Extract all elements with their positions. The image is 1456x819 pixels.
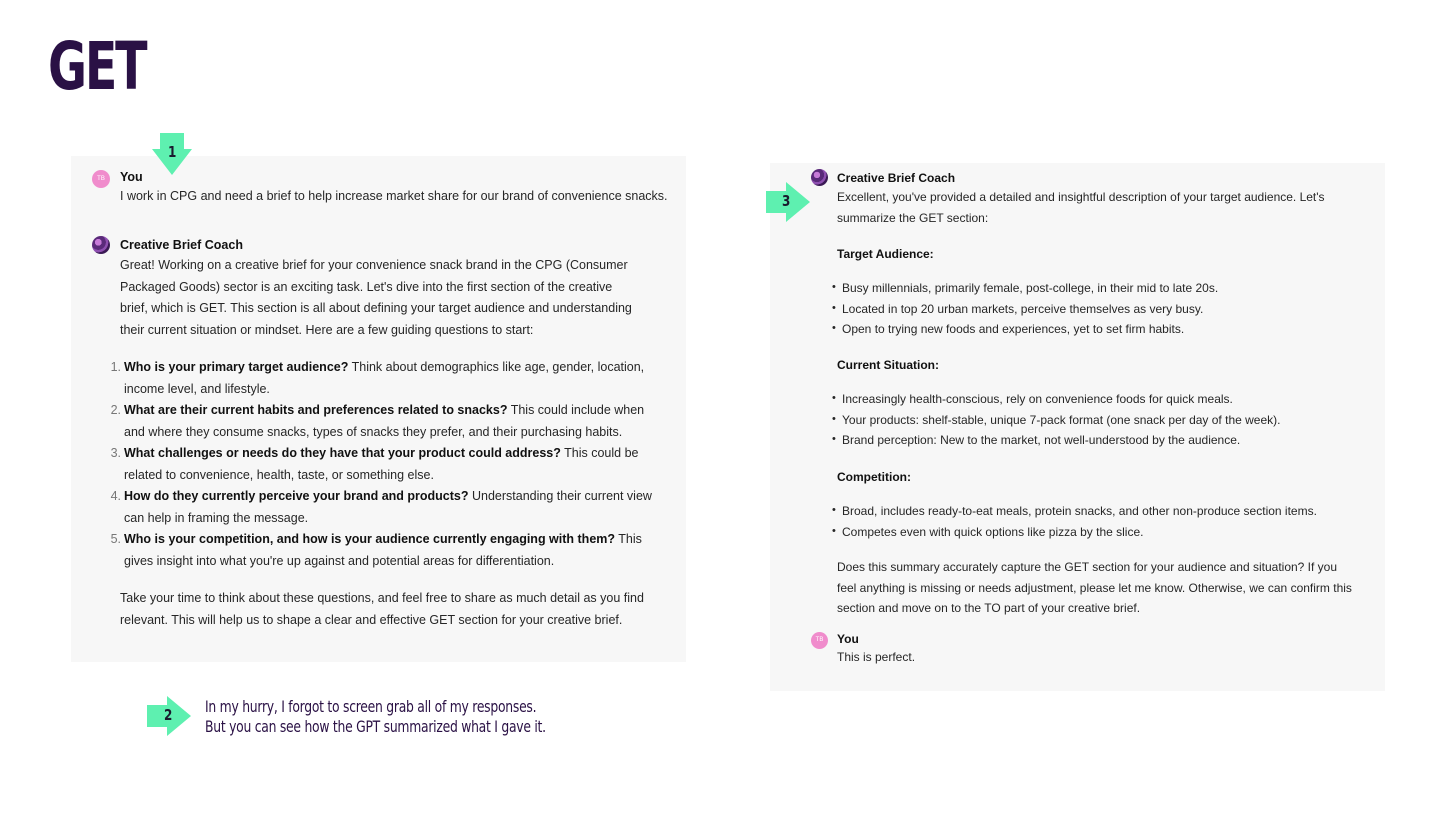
user-message: This is perfect. (837, 650, 916, 664)
coach-avatar (811, 169, 828, 186)
coach-summary-intro: Excellent, you've provided a detailed and insightful description of your target audience. Let's summarize the GET section: (837, 190, 1325, 225)
coach-outro: Take your time to think about these questions, and feel free to share as much detail as you find relevant. This will help us to shape a clear and effective GET section for your creative brief. (120, 591, 644, 627)
user-avatar: TB (811, 632, 828, 649)
competition-label: Competition: (837, 470, 911, 484)
coach-name: Creative Brief Coach (120, 238, 243, 252)
slide-title: GET (48, 28, 146, 105)
user-name: You (120, 170, 143, 184)
question-number: 5. (110, 532, 121, 546)
step-number: 2 (164, 706, 173, 724)
step-badge-2 (147, 696, 191, 736)
competition-list (842, 501, 1362, 542)
current-situation-list (842, 389, 1362, 451)
coach-name: Creative Brief Coach (837, 171, 956, 185)
question-item (110, 443, 654, 486)
target-audience-list (842, 278, 1362, 340)
user-name: You (837, 632, 859, 646)
step-number: 1 (168, 143, 177, 161)
question-detail: This gives insight into what you're up against and potential areas for differentiation. (124, 532, 642, 568)
question-detail: This could include when and where they consume snacks, types of snacks they prefer, and their purchasing habits. (124, 403, 645, 439)
coach-intro: Great! Working on a creative brief for your convenience snack brand in the CPG (Consumer Packaged Goods) sector is an exciting task. Let's dive into the first section of the creative brief, which is GET. This section is all about defining your target audience and understanding their current situation or mindset. Here are a few guiding questions to start: (120, 258, 632, 337)
question-heading: What challenges or needs do they have that your product could address? (124, 446, 561, 460)
competition-item: • Competes even with quick options like pizza by the slice. (842, 522, 1362, 543)
current-situation-label: Current Situation: (837, 358, 939, 372)
question-number: 2. (110, 403, 121, 417)
question-detail: This could be related to convenience, health, taste, or something else. (124, 446, 639, 482)
question-number: 3. (110, 446, 121, 460)
note-text (205, 697, 546, 737)
step-badge-1 (152, 133, 192, 175)
note-line-2: But you can see how the GPT summarized what I gave it. (205, 717, 546, 736)
coach-avatar (92, 236, 110, 254)
question-number: 1. (110, 360, 121, 374)
target-audience-item: • Located in top 20 urban markets, perceive themselves as very busy. (842, 299, 1362, 320)
target-audience-item: • Busy millennials, primarily female, post-college, in their mid to late 20s. (842, 278, 1362, 299)
current-situation-item: • Increasingly health-conscious, rely on convenience foods for quick meals. (842, 389, 1362, 410)
step-number: 3 (782, 192, 791, 210)
question-item (110, 357, 654, 400)
question-heading: What are their current habits and preferences related to snacks? (124, 403, 508, 417)
target-audience-item: • Open to trying new foods and experiences, yet to set firm habits. (842, 319, 1362, 340)
question-number: 4. (110, 489, 121, 503)
note-line-1: In my hurry, I forgot to screen grab all of my responses. (205, 697, 537, 716)
question-item (110, 486, 654, 529)
guiding-questions-list (110, 357, 654, 572)
current-situation-item: • Brand perception: New to the market, not well-understood by the audience. (842, 430, 1362, 451)
question-item (110, 400, 654, 443)
question-heading: Who is your competition, and how is your audience currently engaging with them? (124, 532, 616, 546)
user-avatar: TB (92, 170, 110, 188)
chat-panel-left (71, 156, 686, 662)
question-heading: Who is your primary target audience? (124, 360, 349, 374)
step-badge-3 (766, 182, 810, 222)
question-heading: How do they currently perceive your brand and products? (124, 489, 469, 503)
competition-item: • Broad, includes ready-to-eat meals, protein snacks, and other non-produce section items. (842, 501, 1362, 522)
question-detail: Think about demographics like age, gender, location, income level, and lifestyle. (124, 360, 645, 396)
question-item (110, 529, 654, 572)
user-message: I work in CPG and need a brief to help increase market share for our brand of convenience snacks. (120, 189, 668, 203)
target-audience-label: Target Audience: (837, 247, 934, 261)
current-situation-item: • Your products: shelf-stable, unique 7-pack format (one snack per day of the week). (842, 410, 1362, 431)
coach-summary-outro: Does this summary accurately capture the GET section for your audience and situation? If you feel anything is missing or needs adjustment, please let me know. Otherwise, we can confirm this section and move on to the TO part of your creative brief. (837, 560, 1352, 615)
question-detail: Understanding their current view can help in framing the message. (124, 489, 652, 525)
chat-panel-right (770, 163, 1385, 691)
